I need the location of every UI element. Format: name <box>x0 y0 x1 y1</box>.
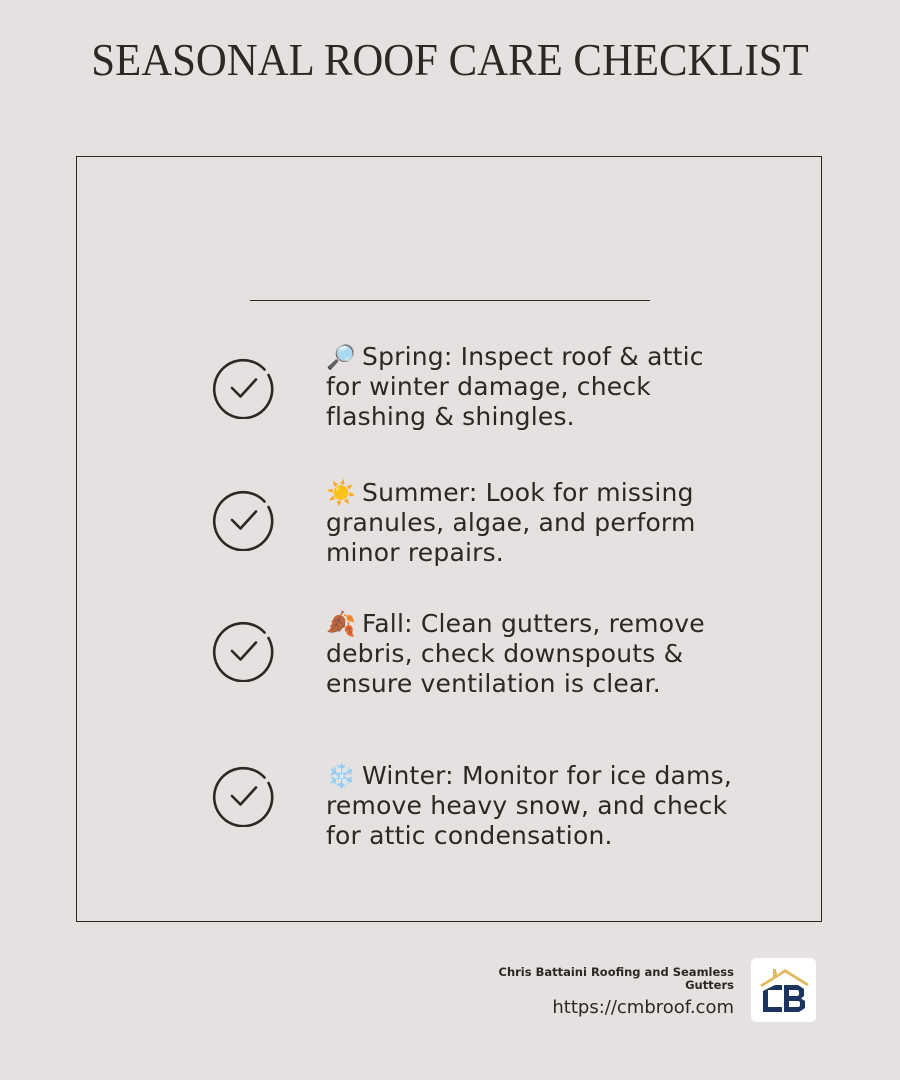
website-link[interactable]: https://cmbroof.com <box>552 997 734 1018</box>
divider-line <box>250 300 650 301</box>
checklist-item-text: ❄️ Winter: Monitor for ice dams, remove heavy snow, and check for attic condensation. <box>326 761 732 850</box>
magnifying-glass-icon: 🔎 <box>326 343 357 371</box>
check-circle-icon <box>212 355 276 419</box>
house-cb-logo-icon <box>751 958 816 1022</box>
sun-icon: ☀️ <box>326 479 357 507</box>
check-circle-icon <box>212 487 276 551</box>
check-circle-icon <box>212 618 276 682</box>
company-logo <box>751 958 816 1022</box>
footer-branding <box>494 966 734 1018</box>
checklist-item-text: 🍂 Fall: Clean gutters, remove debris, check downspouts & ensure ventilation is clear. <box>326 609 705 698</box>
page-title: SEASONAL ROOF CARE CHECKLIST <box>91 34 809 85</box>
snowflake-icon: ❄️ <box>326 762 357 790</box>
checklist-item-text: ☀️ Summer: Look for missing granules, algae, and perform minor repairs. <box>326 478 696 567</box>
check-circle-icon <box>212 763 276 827</box>
company-name: Chris Battaini Roofing and Seamless Gutters <box>498 965 734 992</box>
fallen-leaf-icon: 🍂 <box>326 610 357 638</box>
checklist-item-text: 🔎 Spring: Inspect roof & attic for winter damage, check flashing & shingles. <box>326 342 704 431</box>
